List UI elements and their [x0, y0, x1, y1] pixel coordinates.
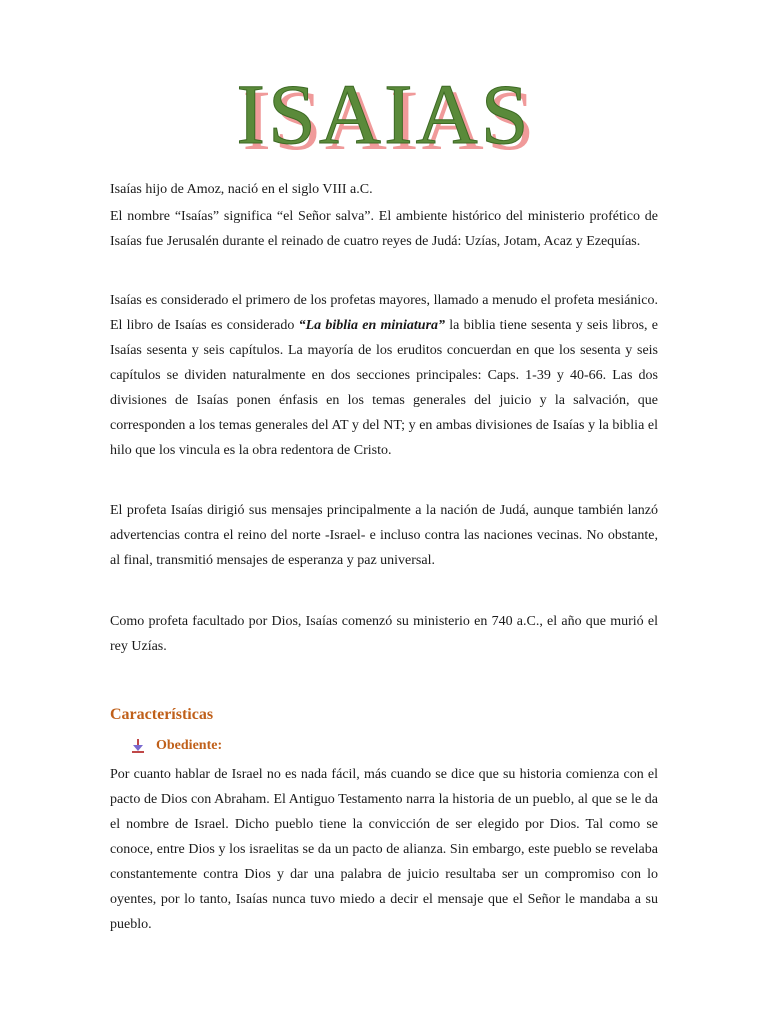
paragraph-ministry-start: Como profeta facultado por Dios, Isaías comenzó su ministerio en 740 a.C., el año que murió el rey Uzías. [110, 614, 658, 654]
section-heading: Características [110, 706, 214, 723]
paragraph-major-prophet [110, 288, 658, 463]
arrow-down-bullet-icon [130, 738, 146, 754]
paragraph-major-prophet-after: la biblia tiene sesenta y seis libros, e Isaías sesenta y seis capítulos. La mayoría de los eruditos concuerdan en que los sesenta y seis capítulos se dividen naturalmente en dos secciones principales: Caps. 1-39 y 40-66. Las dos divisiones de Isaías ponen énfasis en los temas generales del juicio y la salvación, que corresponden a los temas generales del AT y del NT; y en ambas divisiones de Isaías y la biblia el hilo que los vincula es la obra redentora de Cristo. [110, 318, 658, 458]
bullet-label: Obediente: [156, 738, 223, 753]
paragraph-obediente: Por cuanto hablar de Israel no es nada fácil, más cuando se dice que su historia comienza con el pacto de Dios con Abraham. El Antiguo Testamento narra la historia de un pueblo, al que se le da el nombre de Israel. Dicho pueblo tiene la convicción de ser elegido por Dios. Tal como se conoce, entre Dios y los israelitas se da un pacto de alianza. Sin embargo, este pueblo se revelaba constantemente contra Dios y dar una palabra de juicio resultaba ser un compromiso con lo oyentes, por lo tanto, Isaías nunca tuvo miedo a decir el mensaje que el Señor le mandaba a su pueblo. [110, 767, 658, 932]
paragraph-intro: Isaías hijo de Amoz, nació en el siglo VIII a.C. [110, 182, 373, 197]
paragraph-major-prophet-before: Isaías es considerado el primero de los profetas mayores, llamado a menudo el profeta mesiánico. El libro de Isaías es considerado [110, 293, 658, 333]
emphasis-biblia-miniatura: “La biblia en miniatura” [298, 318, 446, 333]
document-title: ISAIAS [236, 66, 532, 162]
title-container [0, 66, 768, 166]
paragraph-messages: El profeta Isaías dirigió sus mensajes principalmente a la nación de Judá, aunque también lanzó advertencias contra el reino del norte -Israel- e incluso contra las naciones vecinas. No obstante, al final, transmitió mensajes de esperanza y paz universal. [110, 503, 658, 568]
bullet-item-obediente [130, 735, 222, 757]
paragraph-name-meaning: El nombre “Isaías” significa “el Señor salva”. El ambiente histórico del ministerio profético de Isaías fue Jerusalén durante el reinado de cuatro reyes de Judá: Uzías, Jotam, Acaz y Ezequías. [110, 209, 658, 249]
